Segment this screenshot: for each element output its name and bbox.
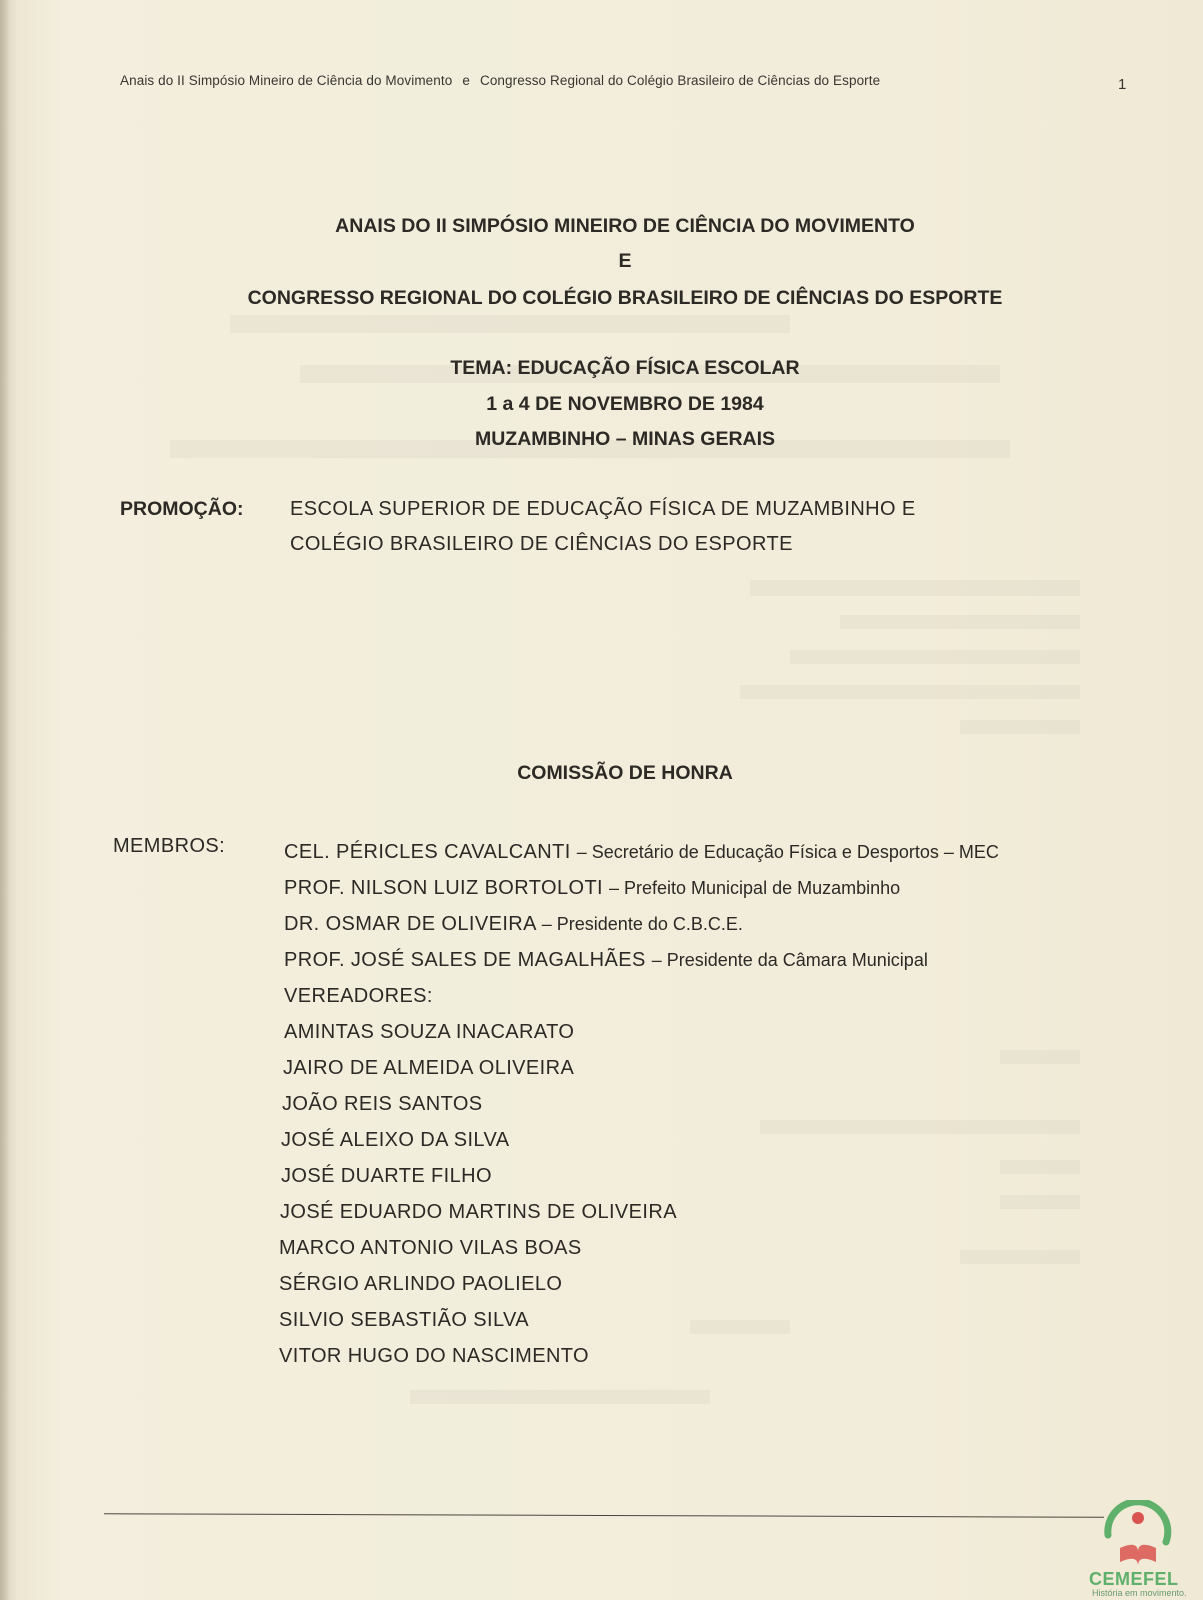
list-item [281,1165,492,1188]
bleed-through-block [760,1120,1080,1134]
list-item [279,1273,562,1296]
cemefel-tagline: História em movimento. [1092,1588,1187,1598]
list-item [279,1309,529,1332]
bleed-through-block [1000,1160,1080,1174]
running-head-conjunction: e [462,73,470,88]
member-role: – Prefeito Municipal de Muzambinho [608,878,901,898]
member-name: JOÃO REIS SANTOS [282,1093,483,1115]
member-name: PROF. NILSON LUIZ BORTOLOTI [284,877,604,899]
bottom-rule [104,1513,1104,1517]
member-name: CEL. PÉRICLES CAVALCANTI [284,841,571,863]
bleed-through-block [1000,1050,1080,1064]
list-item [279,1237,582,1260]
promotion-label: PROMOÇÃO: [120,498,244,520]
member-name: JOSÉ EDUARDO MARTINS DE OLIVEIRA [280,1201,677,1223]
page-number: 1 [1118,76,1127,93]
member-name: VEREADORES: [284,985,433,1007]
member-name: DR. OSMAR DE OLIVEIRA [284,913,536,935]
list-item [284,985,433,1008]
bleed-through-block [1000,1195,1080,1209]
member-role: – Presidente do C.B.C.E. [541,914,743,934]
promotion-line-2: COLÉGIO BRASILEIRO DE CIÊNCIAS DO ESPORTE [290,533,793,555]
list-item [284,841,999,864]
member-name: AMINTAS SOUZA INACARATO [284,1021,575,1043]
member-name: JOSÉ DUARTE FILHO [281,1165,492,1187]
title-line-3: CONGRESSO REGIONAL DO COLÉGIO BRASILEIRO DE CIÊNCIAS DO ESPORTE [247,287,1003,309]
dates-line: 1 a 4 DE NOVEMBRO DE 1984 [486,393,764,415]
place-line: MUZAMBINHO – MINAS GERAIS [474,428,776,450]
list-item [284,877,900,900]
running-head-left: Anais do II Simpósio Mineiro de Ciência do Movimento [120,73,453,88]
members-label: MEMBROS: [113,835,226,857]
bleed-through-block [790,650,1080,664]
list-item [284,949,928,972]
bleed-through-block [690,1320,790,1334]
member-name: SÉRGIO ARLINDO PAOLIELO [279,1273,563,1295]
list-item [282,1093,483,1116]
running-head-right: Congresso Regional do Colégio Brasileiro de Ciências do Esporte [479,73,881,88]
member-name: JOSÉ ALEIXO DA SILVA [281,1129,510,1151]
list-item [280,1201,677,1224]
list-item [281,1129,509,1152]
theme-line: TEMA: EDUCAÇÃO FÍSICA ESCOLAR [450,357,800,379]
promotion-line-1: ESCOLA SUPERIOR DE EDUCAÇÃO FÍSICA DE MUZAMBINHO E [290,498,916,520]
member-name: JAIRO DE ALMEIDA OLIVEIRA [283,1057,575,1079]
honor-committee-heading: COMISSÃO DE HONRA [517,762,733,784]
member-role: – Secretário de Educação Física e Desportos – MEC [576,842,999,862]
page-edge-shadow [0,0,10,1600]
bleed-through-block [960,1250,1080,1264]
running-head [120,73,880,88]
list-item [284,913,743,936]
member-name: SILVIO SEBASTIÃO SILVA [279,1309,530,1331]
member-name: MARCO ANTONIO VILAS BOAS [279,1237,582,1259]
member-role: – Presidente da Câmara Municipal [651,950,928,970]
list-item [284,1021,574,1044]
title-line-2: E [618,250,632,272]
list-item [283,1057,574,1080]
bleed-through-block [960,720,1080,734]
member-name: PROF. JOSÉ SALES DE MAGALHÃES [284,949,646,971]
list-item [279,1345,589,1368]
bleed-through-block [230,315,790,333]
bleed-through-block [410,1390,710,1404]
bleed-through-block [750,580,1080,596]
cemefel-wordmark: CEMEFEL [1089,1569,1179,1589]
title-line-1: ANAIS DO II SIMPÓSIO MINEIRO DE CIÊNCIA DO MOVIMENTO [335,215,915,237]
bleed-through-block [740,685,1080,699]
bleed-through-block [840,615,1080,629]
member-name: VITOR HUGO DO NASCIMENTO [279,1345,590,1367]
